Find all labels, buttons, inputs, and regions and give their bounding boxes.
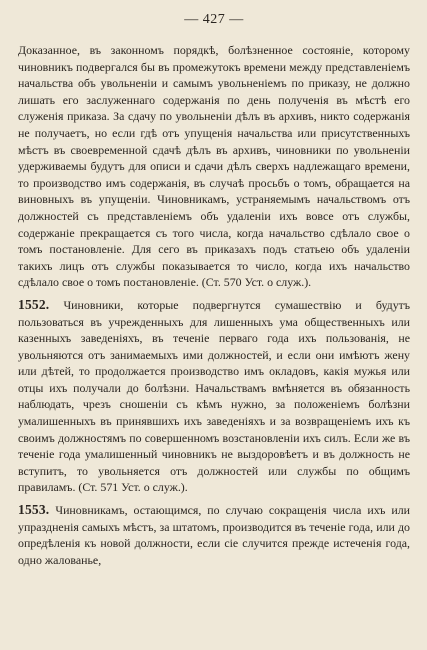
article-number: 1552. bbox=[18, 296, 50, 312]
page-number: — 427 — bbox=[184, 12, 244, 27]
article-1553 bbox=[18, 502, 410, 568]
article-number: 1553. bbox=[18, 502, 50, 518]
article-text: Чиновникамъ, остающимся, по случаю сокращенія числа ихъ или упраздненія самыхъ мѣстъ, за штатомъ, производится въ теченіе года, или до опредѣленія къ новой должности, если сіе случится прежде истеченія года, одно жалованье, bbox=[18, 503, 410, 567]
article-text: Чиновники, которые подвергнутся сумашествію и будутъ пользоваться въ учрежденныхъ для лишенныхъ ума общественныхъ или казенныхъ заведеніяхъ, въ теченіе перваго года ихъ пользованія, не увольняются отъ занимаемыхъ ими должностей, и если они имѣютъ жену или дѣтей, то продолжается производство имъ окладовъ, какія мужья или отцы ихъ получали до болѣзни. Начальствамъ вмѣняется въ обязанность наблюдать, чрезъ сношеніи съ кѣмъ нужно, за положеніемъ болѣзни умалишенныхъ въ принявшихъ ихъ заведеніяхъ и за возвращеніемъ ихъ къ своимъ должностямъ по совершенномъ возстановленіи ихъ силъ. Если же въ теченіе года умалишенный чиновникъ не выздоровѣетъ и въ должность не вступитъ, то увольняется отъ должностей или службы по общимъ правиламъ. (Ст. 571 Уст. о служ.). bbox=[18, 297, 410, 495]
article-1552 bbox=[18, 297, 410, 496]
paragraph-text: Доказанное, въ законномъ порядкѣ, болѣзненное состояніе, которому чиновникъ подвергался бы въ промежутокъ времени между представленіемъ начальства объ увольненіи и самымъ увольненіемъ по приказу, не должно лишать его заслуженнаго содержанія по день полученія въ мѣстѣ его служенія приказа. За сдачу по увольненіи дѣлъ въ архивъ, никто содержанія не получаетъ, но если гдѣ отъ упущенія начальства или присутственныхъ мѣстъ въ своевременной сдачѣ дѣлъ въ архивъ, чиновники по увольненіи удерживаемы будутъ для описи и сдачи дѣлъ сверхъ надлежащаго времени, то производство имъ содержанія, въ случаѣ просьбъ о томъ, обращается на виновныхъ въ упущеніи. Чиновникамъ, устраняемымъ начальствомъ отъ должностей съ представленіемъ объ удаленіи ихъ вовсе отъ службы, содержаніе прекращается съ того числа, когда начальство сдѣлало свое о томъ постановленіе. Для сего въ приказахъ подъ статьею объ удаленіи такихъ лицъ отъ службы показывается то число, когда ихъ начальство сдѣлало свое о томъ постановленіе. (Ст. 570 Уст. о служ.). bbox=[18, 43, 410, 290]
paragraph-continued bbox=[18, 42, 410, 291]
